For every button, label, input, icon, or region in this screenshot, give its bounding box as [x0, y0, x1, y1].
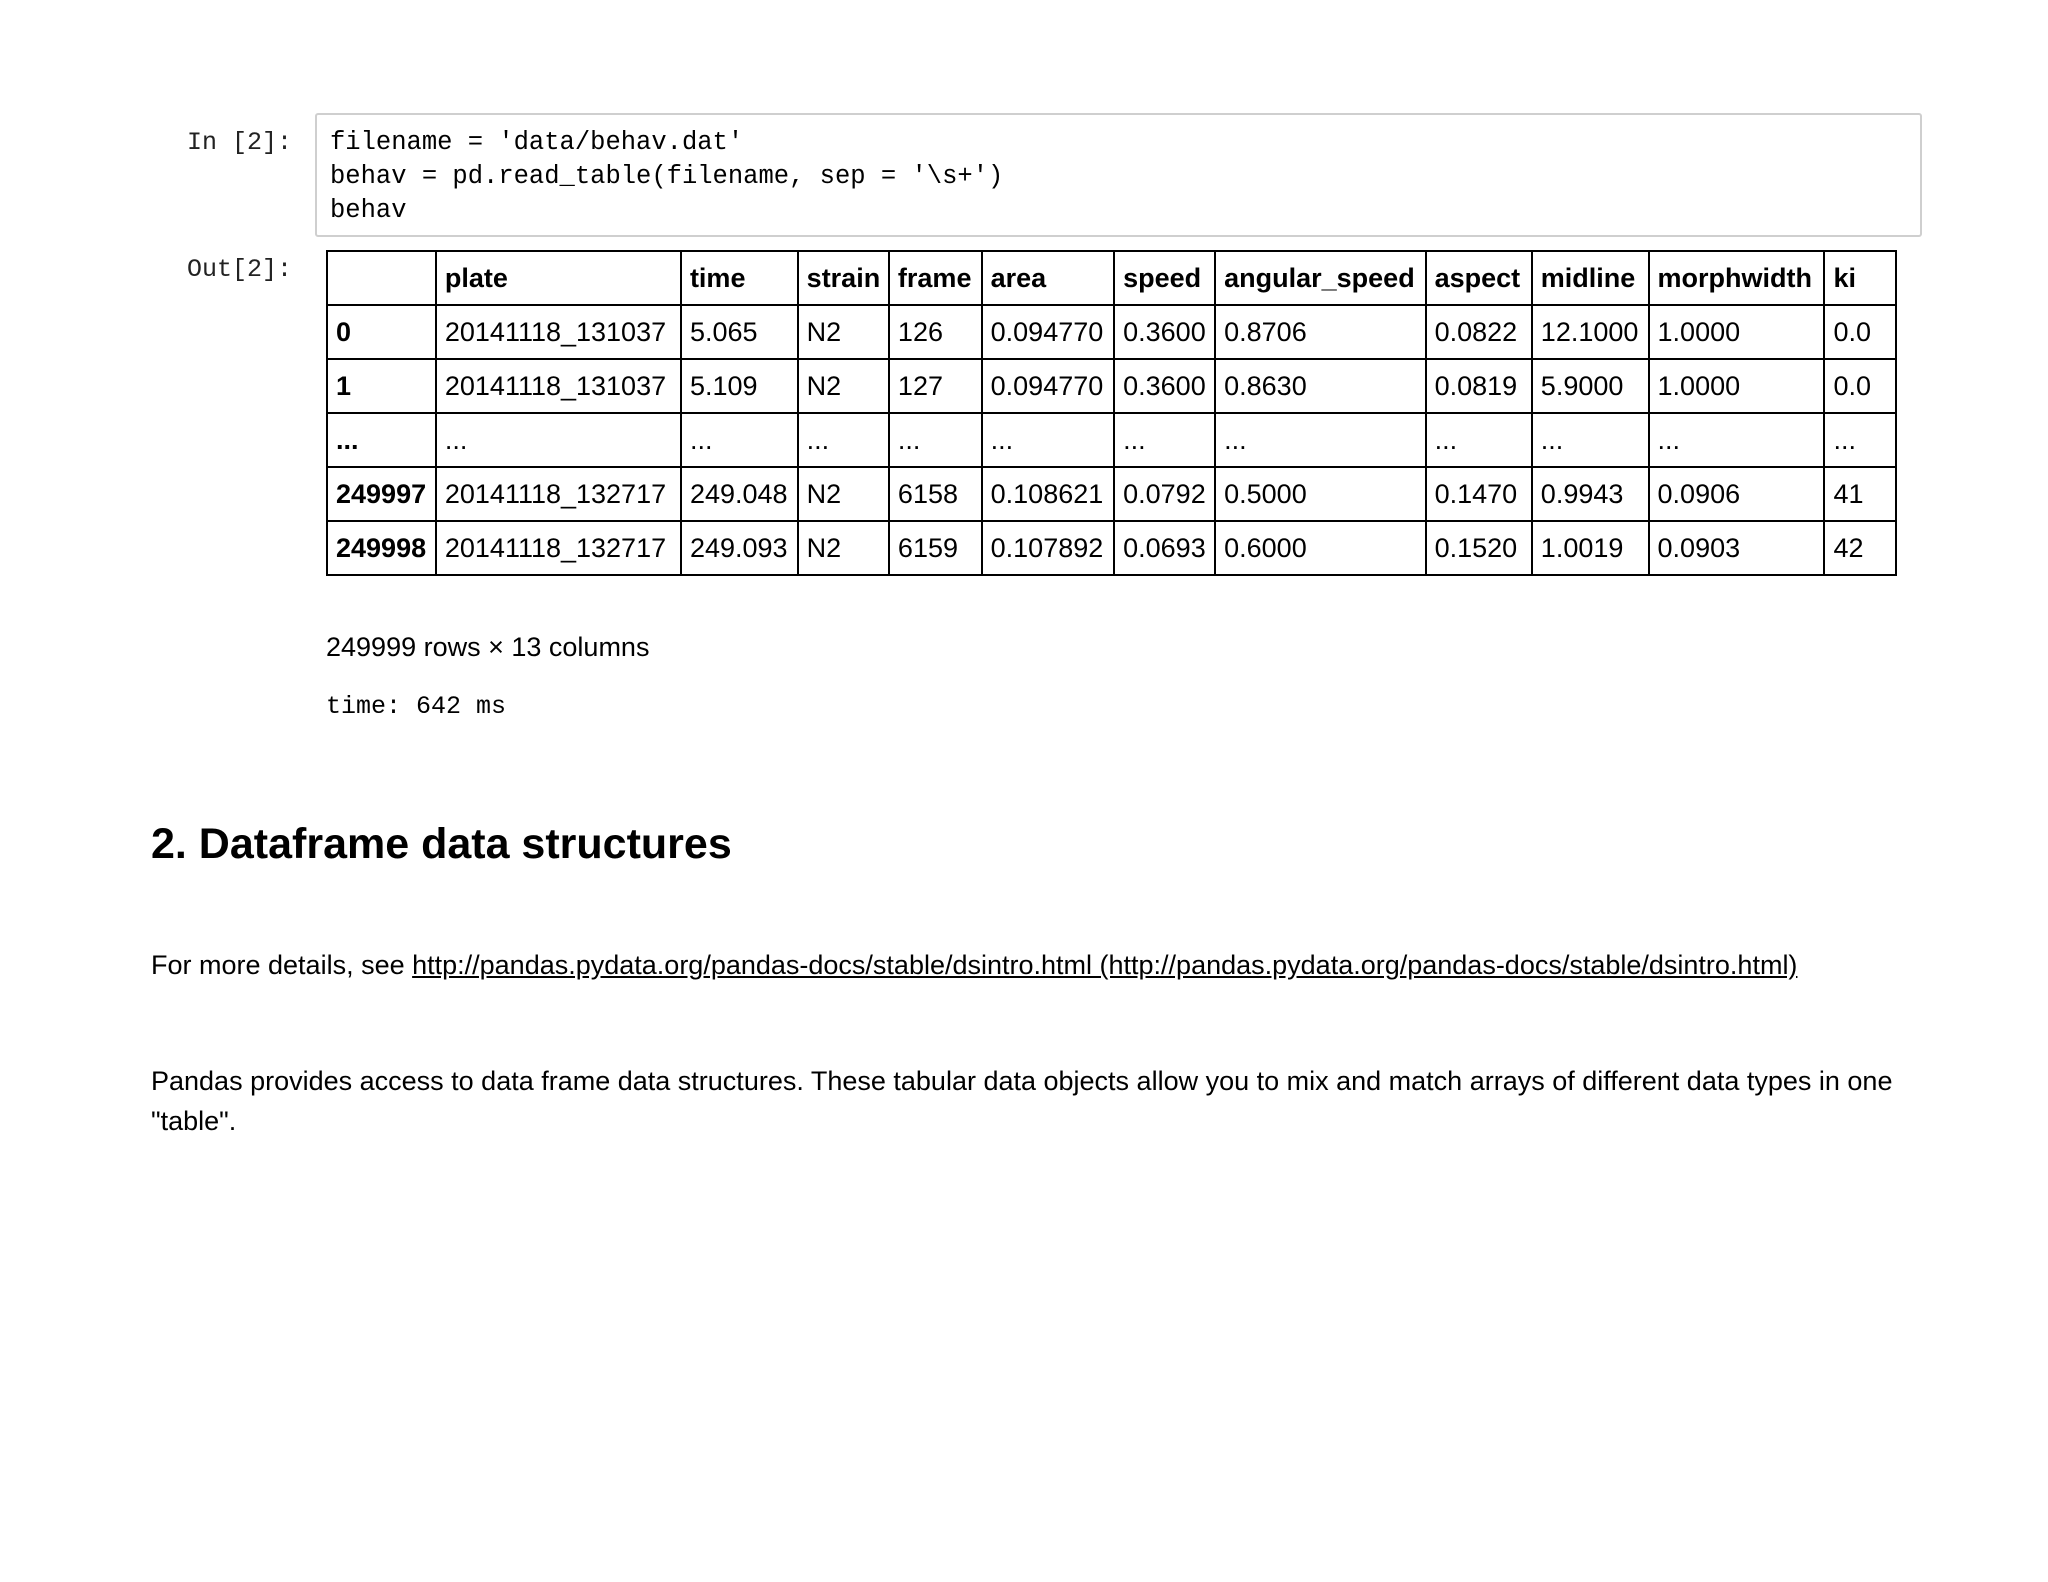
table-cell: 0.0: [1824, 305, 1896, 359]
table-cell: 0.0822: [1426, 305, 1532, 359]
table-cell: 0.094770: [982, 359, 1114, 413]
table-cell: 0.1520: [1426, 521, 1532, 575]
input-prompt: In [2]:: [187, 128, 293, 157]
table-cell: 0.0792: [1114, 467, 1215, 521]
column-header: frame: [889, 251, 982, 305]
rows-columns-summary: 249999 rows × 13 columns: [326, 632, 650, 662]
code-line: behav: [330, 196, 407, 225]
table-cell: N2: [798, 521, 889, 575]
table-cell: ...: [1532, 413, 1649, 467]
table-row: [327, 305, 1896, 359]
table-cell: 0.8706: [1215, 305, 1425, 359]
code-line: filename = 'data/behav.dat': [330, 128, 744, 157]
table-cell: 249.048: [681, 467, 798, 521]
table-cell: 20141118_131037: [436, 359, 681, 413]
table-cell: 1.0000: [1649, 305, 1825, 359]
execution-time: time: 642 ms: [326, 692, 507, 721]
table-cell: ...: [1824, 413, 1896, 467]
table-cell: ...: [436, 413, 681, 467]
code-cell[interactable]: [315, 113, 1922, 237]
table-cell: ...: [982, 413, 1114, 467]
row-index: 249998: [327, 521, 436, 575]
details-prefix: For more details, see: [151, 950, 413, 980]
table-cell: ...: [798, 413, 889, 467]
table-cell: 1.0019: [1532, 521, 1649, 575]
table-cell: 42: [1824, 521, 1896, 575]
column-header: ki: [1824, 251, 1896, 305]
column-header: plate: [436, 251, 681, 305]
table-cell: 126: [889, 305, 982, 359]
column-header: strain: [798, 251, 889, 305]
table-cell: 0.5000: [1215, 467, 1425, 521]
table-cell: 0.0903: [1649, 521, 1825, 575]
table-row: [327, 521, 1896, 575]
table-cell: 127: [889, 359, 982, 413]
dataframe-table: [326, 250, 1897, 576]
column-header: speed: [1114, 251, 1215, 305]
table-cell: 6159: [889, 521, 982, 575]
table-cell: 0.107892: [982, 521, 1114, 575]
table-row: [327, 467, 1896, 521]
table-cell: 1.0000: [1649, 359, 1825, 413]
column-header: angular_speed: [1215, 251, 1425, 305]
table-cell: N2: [798, 467, 889, 521]
column-header: [327, 251, 436, 305]
table-cell: 0.0693: [1114, 521, 1215, 575]
table-cell: 0.8630: [1215, 359, 1425, 413]
table-cell: 5.109: [681, 359, 798, 413]
table-cell: ...: [1649, 413, 1825, 467]
section-heading: 2. Dataframe data structures: [151, 820, 732, 868]
table-cell: N2: [798, 359, 889, 413]
row-index: ...: [327, 413, 436, 467]
table-cell: 0.0: [1824, 359, 1896, 413]
table-cell: 0.094770: [982, 305, 1114, 359]
table-row: [327, 359, 1896, 413]
table-cell: ...: [681, 413, 798, 467]
table-cell: 12.1000: [1532, 305, 1649, 359]
column-header: area: [982, 251, 1114, 305]
column-header: midline: [1532, 251, 1649, 305]
table-row-ellipsis: [327, 413, 1896, 467]
table-header-row: [327, 251, 1896, 305]
table-cell: 0.3600: [1114, 359, 1215, 413]
pandas-docs-link[interactable]: http://pandas.pydata.org/pandas-docs/stable/dsintro.html (http://pandas.pydata.org/pandas-docs/stable/dsintro.html): [412, 950, 1798, 980]
column-header: aspect: [1426, 251, 1532, 305]
table-cell: 249.093: [681, 521, 798, 575]
row-index: 1: [327, 359, 436, 413]
table-cell: ...: [889, 413, 982, 467]
table-cell: 0.3600: [1114, 305, 1215, 359]
row-index: 249997: [327, 467, 436, 521]
column-header: morphwidth: [1649, 251, 1825, 305]
table-cell: 0.6000: [1215, 521, 1425, 575]
table-cell: 0.1470: [1426, 467, 1532, 521]
table-cell: 0.0906: [1649, 467, 1825, 521]
table-cell: ...: [1215, 413, 1425, 467]
output-prompt: Out[2]:: [187, 255, 293, 284]
dataframe-output: [326, 250, 1897, 600]
table-cell: N2: [798, 305, 889, 359]
row-index: 0: [327, 305, 436, 359]
description-paragraph: Pandas provides access to data frame data structures. These tabular data objects allow you to mix and match arrays of different data types in one "table".: [151, 1066, 1893, 1136]
table-cell: 20141118_132717: [436, 521, 681, 575]
table-cell: 41: [1824, 467, 1896, 521]
details-paragraph: [151, 945, 1797, 985]
code-line: behav = pd.read_table(filename, sep = '\s+'): [330, 162, 1004, 191]
table-cell: 0.9943: [1532, 467, 1649, 521]
table-cell: 0.108621: [982, 467, 1114, 521]
table-cell: 20141118_131037: [436, 305, 681, 359]
table-cell: ...: [1426, 413, 1532, 467]
table-cell: ...: [1114, 413, 1215, 467]
table-cell: 5.9000: [1532, 359, 1649, 413]
column-header: time: [681, 251, 798, 305]
table-cell: 5.065: [681, 305, 798, 359]
table-cell: 6158: [889, 467, 982, 521]
table-cell: 0.0819: [1426, 359, 1532, 413]
table-cell: 20141118_132717: [436, 467, 681, 521]
